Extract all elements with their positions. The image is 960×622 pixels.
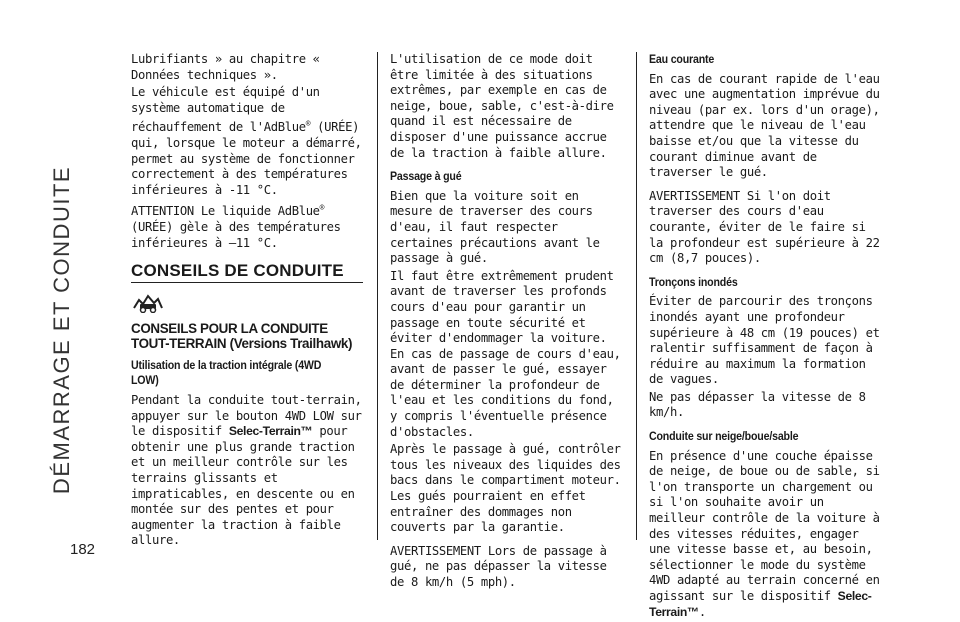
- registered-mark: ®: [319, 203, 325, 213]
- chapter-title: DÉMARRAGE ET CONDUITE: [49, 165, 74, 495]
- text-column-1: [131, 52, 367, 551]
- paragraph: Bien que la voiture soit en mesure de traverser des cours d'eau, il faut respecter certaines précautions avant le passage à gué.: [390, 188, 600, 266]
- paragraph: En cas de courant rapide de l'eau avec une augmentation imprévue du niveau (par ex. lors d'un orage), attendre que le niveau de l'eau baisse et/ou que la vitesse du courant diminue avant de traverser le gué.: [649, 71, 880, 180]
- paragraph: Éviter de parcourir des tronçons inondés ayant une profondeur supérieure à 48 cm (19 pouces) et ralentir suffisamment de façon à réduire au maximum la formation de vagues.: [649, 294, 880, 387]
- text-span: .: [698, 604, 706, 619]
- paragraph: L'utilisation de ce mode doit être limitée à des situations extrêmes, par exemple en cas de neige, boue, sable, c'est-à-dire quand il est nécessaire de disposer d'une puissance accrue de la traction à faible allure.: [390, 52, 614, 160]
- minor-heading: Eau courante: [649, 52, 715, 66]
- minor-heading: Tronçons inondés: [649, 274, 738, 289]
- text-span: Pendant la conduite tout-terrain, appuyer sur le bouton 4WD LOW sur le dispositif: [131, 393, 362, 439]
- section-heading: CONSEILS DE CONDUITE: [131, 263, 363, 283]
- minor-heading: Utilisation de la traction intégrale (4WD LOW): [131, 357, 322, 388]
- offroad-vehicle-icon: [131, 291, 165, 313]
- column-divider: [377, 52, 378, 540]
- text-span: pour obtenir une plus grande traction et un meilleur contrôle sur les terrains glissants et impraticables, en descente ou en montée sur des pentes et pour augmenter la traction à faible allure.: [131, 424, 355, 548]
- text-span: (URÉE) qui, lorsque le moteur a démarré, permet au système de fonctionner correctement à des températures inférieures à -11 °C.: [131, 120, 362, 197]
- text-column-3: [649, 52, 885, 622]
- page-number: 182: [70, 541, 96, 558]
- text-column-2: [390, 52, 626, 593]
- selec-terrain-label: Selec-Terrain™: [649, 589, 872, 619]
- paragraph: Lubrifiants » au chapitre « Données techniques ».: [131, 52, 320, 82]
- text-span: Le véhicule est équipé d'un système automatique de réchauffement de l'AdBlue: [131, 85, 320, 135]
- column-divider: [636, 52, 637, 540]
- paragraph: Il faut être extrêmement prudent avant de traverser les profonds cours d'eau pour garantir un passage en toute sécurité et éviter d'endommager la voiture. En cas de passage de cours d'eau, avant de passer le gué, essayer de déterminer la profondeur de l'eau et les conditions du fond, y compris l'éventuelle présence d'obstacles.: [390, 268, 621, 439]
- selec-terrain-label: Selec-Terrain™: [228, 424, 313, 439]
- text-span: En présence d'une couche épaisse de neige, de boue ou de sable, si l'on transporte un chargement ou si l'on souhaite avoir un meilleur contrôle de la voiture à des vitesses réduites, engager une vitesse basse et, au besoin, sélectionner le mode du système 4WD adapté au terrain concerné en agissant sur le dispositif: [649, 448, 880, 603]
- warning-paragraph: AVERTISSEMENT Lors de passage à gué, ne pas dépasser la vitesse de 8 km/h (5 mph).: [390, 543, 607, 589]
- paragraph: Après le passage à gué, contrôler tous les niveaux des liquides des bacs dans le compartiment moteur. Les gués pourraient en effet entraîner des dommages non couverts par la garantie.: [390, 442, 621, 535]
- subsection-heading: CONSEILS POUR LA CONDUITE TOUT-TERRAIN (Versions Trailhawk): [131, 320, 353, 351]
- text-span: ATTENTION Le liquide AdBlue: [131, 204, 320, 219]
- paragraph: [649, 449, 885, 621]
- paragraph: [131, 393, 367, 549]
- minor-heading: Conduite sur neige/boue/sable: [649, 429, 799, 444]
- paragraph: Ne pas dépasser la vitesse de 8 km/h.: [649, 389, 866, 420]
- registered-mark: ®: [305, 119, 311, 129]
- minor-heading: Passage à gué: [390, 169, 462, 184]
- warning-paragraph: AVERTISSEMENT Si l'on doit traverser des cours d'eau courante, éviter de le faire si la profondeur est supérieure à 22 cm (8,7 pouces).: [649, 188, 880, 266]
- paragraph: [131, 85, 367, 198]
- warning-paragraph: [131, 200, 367, 251]
- text-span: (URÉE) gèle à des températures inférieures à –11 °C.: [131, 220, 341, 250]
